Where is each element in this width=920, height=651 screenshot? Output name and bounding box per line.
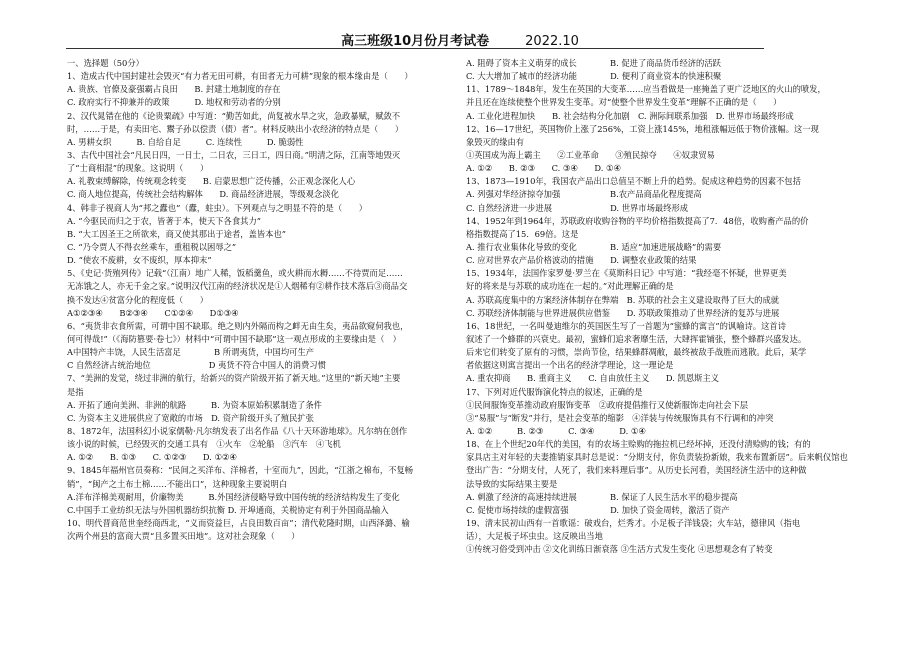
left-column-line: 换不发达④贫富分化的程度低（ ）	[67, 294, 209, 305]
left-column-line: C. 商人地位提高，传统社会结构解体 D. 商品经济进展，等级观念淡化	[67, 189, 339, 200]
right-column-line: ①英国成为海上霸主 ②工业革命 ③殖民掠夺 ④奴隶贸易	[466, 149, 715, 160]
left-column-line: 9、1845年福州官员奏称：“民间之买洋布、洋棉者，十室而九”，因此，“江浙之棉布，不复畅	[67, 465, 414, 476]
left-column-line: 8、1872年，法国科幻小说家儒勒·凡尔纳发表了出名作品《八十天环游地球》。凡尔纳在创作	[67, 425, 408, 436]
right-column-line: 13、1873—1910年，我国农产品出口总值呈不断上升的趋势。促成这种趋势的因素不包括	[466, 176, 801, 187]
left-column-line: 1、造成古代中国封建社会毁灭“有力者无田可耕，有田者无力可耕”现象的根本缘由是（ ）	[67, 71, 413, 82]
left-column-line: 时，……于是，有卖田宅、鬻子孙以偿责（债）者”。材料反映出小农经济的特点是（ ）	[67, 123, 404, 134]
left-column-line: A. 贵族、官僚及豪强霸占良田 B. 封建土地制度的存在	[67, 84, 281, 95]
right-column-line: ①民间服饰变革推动政府服饰变革 ②政府提倡推行又使新服饰走向社会下层	[466, 399, 749, 410]
right-column-line: 登出广告：“分期支付，人死了，我们来料理后事”。从历史长河看，美国经济生活中的这种做	[466, 465, 807, 476]
left-column-line: 无冻饿之人，亦无千金之家。”说明汉代江南的经济状况是①人烟稀有②耕作技术落后③商品交	[67, 281, 408, 292]
exam-date: 2022.10	[525, 34, 579, 49]
left-column-line: C 自然经济占统治地位 D 夷货不符合中国人的消费习惯	[67, 360, 326, 371]
left-column-line: A. “今驱民而归之于农，皆著于本，使天下各食其力”	[67, 215, 261, 226]
right-column-line: C. 自然经济进一步进展 D. 世界市场最终形成	[466, 202, 689, 213]
right-column-line: 格指数提高了15．69倍。这是	[466, 228, 579, 239]
right-column	[466, 57, 870, 556]
right-column-line: 者依据这则寓言提出一个出名的经济学理论，这一理论是	[466, 360, 674, 371]
right-column-line: A. ①② B. ②③ C. ③④ D. ①④	[466, 425, 646, 436]
left-column-line: 4、韩非子视商人为“邦之蠹也”（蠹，蛀虫）。下列观点与之明显不符的是（ ）	[67, 202, 368, 213]
left-column-line: 7、“美洲的发觉，绕过非洲的航行，给新兴的资产阶级开拓了新天地。”这里的“新天地”主要	[67, 373, 401, 384]
right-column-line: 象毁灭的缘由有	[466, 136, 525, 147]
right-column-line: 16、18世纪，一名叫曼迪维尔的英国医生写了一首题为“蜜蜂的寓言”的讽喻诗。这首诗	[466, 320, 786, 331]
right-column-line: A. 列强对华经济掠夺加强 B.农产品商品化程度提高	[466, 189, 702, 200]
left-column-line: 一、选择题（50分）	[67, 58, 144, 68]
right-column-line: A. 重农抑商 B. 重商主义 C. 自由放任主义 D. 凯恩斯主义	[466, 373, 720, 384]
right-column-line: A. 苏联高度集中的方案经济体制存在弊端 B. 苏联的社会主义建设取得了巨大的成就	[466, 294, 780, 305]
right-column-line: 家具店主对年轻的夫妻推销家具时总是说：“分期支付，你负责装扮新娘，我来布置新居”。后来帆仪馆也	[466, 452, 848, 463]
right-column-line: 15、1934年，法国作家罗曼·罗兰在《莫斯科日记》中写道：“我经毫不怀疑，世界更美	[466, 268, 787, 279]
left-column-line: 3、古代中国社会“凡民日四，一日士，二日农，三日工，四日商。”明清之际，江南等地毁灭	[67, 149, 401, 160]
left-column-line: 2、汉代晁错在他的《论贵粟疏》中写道：“勤苦如此，尚复被水旱之灾，急政暴赋，赋敛不	[67, 110, 401, 121]
left-column-line: 是指	[67, 386, 84, 397]
right-column-line: 话），大足板子坏虫虫。这反映出当地	[466, 531, 603, 542]
left-column-line: 销”，“闽产之土布土棉……不能出口”，这种现象主要说明白	[67, 478, 288, 489]
left-column-line: A中国特产丰饶，人民生活富足 B 所谓夷货，中国均可生产	[67, 347, 315, 358]
right-column-line: A. 推行农业集体化导致的变化 B. 适应“加速进展战略”的需要	[466, 241, 722, 252]
left-column-line: D. “使农不废耕，女不废织，厚本抑末”	[67, 255, 212, 266]
exam-title-text: 高三班级10月份月考试卷	[341, 34, 490, 49]
left-column-line: C. “乃令贾人不得衣丝乘车，重租税以困辱之”	[67, 241, 237, 252]
left-column-line: A. 开拓了通向美洲、非洲的航路 B. 为资本原始积累制造了条件	[67, 399, 322, 410]
right-column-line: C. 大大增加了城市的经济功能 D. 便利了商业资本的快速积聚	[466, 71, 722, 82]
right-column-line: 19、清末民初山西有一首歌谣：破戏台，烂秀才。小足板子洋钱袋；火车站，德律风（指电	[466, 517, 801, 528]
left-column-line: C. 为资本主义进展供应了宽敞的市场 D. 资产阶级开头了殖民扩张	[67, 412, 314, 423]
left-column-line: A①②③④ B②③④ C①②④ D①③④	[67, 307, 239, 318]
left-column-line: 10、明代晋商范世奎经商西北，“义而资益巨，占良田数百亩”；清代乾隆时期，山西泽潞、榆	[67, 517, 410, 528]
right-column-line: C. 应对世界农产品价格波动的措施 D. 调整农业政策的结果	[466, 255, 697, 266]
left-column-line: 了“士商相混”的现象。这说明（ ）	[67, 163, 209, 174]
right-column-line: A. 刺激了经济的高速持续进展 B. 保证了人民生活水平的稳步提高	[466, 491, 738, 502]
left-column-line: 6、“夷货非衣食所需，可谓中国不缺耶。绝之则内外隔而构之衅无由生矣，夷品欲窥伺我也，	[67, 320, 409, 331]
left-column-line: 5、《史记·货殖列传》记载“（江南）地广人稀，饭稻羹鱼，或火耕而水耨……不待贾而足……	[67, 268, 403, 279]
left-column	[67, 57, 465, 543]
left-column-line: C. 政府实行不抑兼并的政策 D. 地权和劳动者的分别	[67, 97, 281, 108]
right-column-line: A. ①② B. ②③ C. ③④ D. ①④	[466, 163, 621, 174]
right-column-line: A. 阻碍了资本主义萌芽的成长 B. 促进了商品货币经济的活跃	[466, 58, 721, 68]
right-column-line: C. 促使市场持续的虚假富强 D. 加快了资金周转，激活了资产	[466, 504, 730, 515]
right-column-line: ①传统习俗受到冲击 ②文化训练日渐衰落 ③生活方式发生变化 ④思想观念有了转变	[466, 544, 773, 555]
right-column-line: 并且还在连续使整个世界发生变革。对“使整个世界发生变革”理解不正确的是（ ）	[466, 97, 782, 108]
title-underline	[66, 48, 764, 49]
left-column-line: 该小说的时候，已经毁灭的交通工具有 ①火车 ②轮船 ③汽车 ④飞机	[67, 439, 341, 450]
right-column-line: 法导致的实际结果主要是	[466, 478, 558, 489]
right-column-line: 后来它们转变了原有的习惯，崇尚节俭，结果蜂群凋敝，最终被敌手战胜而逃散。此后，某学	[466, 347, 807, 358]
right-column-line: 叙述了一个蜂群的兴衰史。最初，蜜蜂们追求奢靡生活，大肆挥霍铺张，整个蜂群兴盛发达。	[466, 333, 807, 344]
left-column-line: A. 男耕女织 B. 自给自足 C. 连续性 D. 脆弱性	[67, 136, 304, 147]
left-column-line: B. “大工因圣王之所欲来，商又使其那出于途者，盖皆本也”	[67, 228, 286, 239]
right-column-line: 好的将来是与苏联的成功连在一起的。”对此理解正确的是	[466, 281, 674, 292]
right-column-line: ③“易服”与“断发”并行，是社会变革的缩影 ④洋装与传统服饰具有不行调和的冲突	[466, 412, 774, 423]
left-column-line: A.洋布洋棉美观耐用，价廉物美 B.外国经济侵略导致中国传统的经济结构发生了变化	[67, 491, 400, 502]
right-column-line: 11、1789～1848年，发生在英国的大变革……应当看做是一座掩盖了更广泛地区的火山的喷发，	[466, 84, 826, 95]
exam-title	[0, 30, 920, 49]
left-column-line: C.中国手工业纺织无法与外国机器纺织抗衡 D. 开埠通商，关税协定有利于外国商品输入	[67, 504, 389, 515]
left-column-line: 何可得哉!”（《海防篡要·卷七》）材料中“可谓中国不缺耶”这一观点形成的主要缘由是（ ）	[67, 333, 401, 344]
left-column-line: 次两个州县的富商大贾“且多置买田地”。这对社会现象（ ）	[67, 531, 300, 542]
right-column-line: 18、在上个世纪20年代的美国，有的农场主赊购的拖拉机已经坏掉，还没付清赊购的钱；有的	[466, 439, 811, 450]
right-column-line: C. 苏联经济体制能与世界进展供应借鉴 D. 苏联政策推动了世界经济的复苏与进展	[466, 307, 780, 318]
left-column-line: A. ①② B. ①③ C. ①②③ D. ①②④	[67, 452, 237, 463]
right-column-line: A. 工业化进程加快 B. 社会结构分化加剧 C. 洲际间联系加强 D. 世界市场最终形成	[466, 110, 794, 121]
right-column-line: 14、1952年到1964年，苏联政府收购谷物的平均价格指数提高了7．48倍，收购畜产品的价	[466, 215, 809, 226]
right-column-line: 17、下列对近代服饰演化特点的叙述，正确的是	[466, 386, 643, 397]
left-column-line: A. 礼教束缚解除，传统观念转变 B. 启蒙思想广泛传播，公正观念深化人心	[67, 176, 356, 187]
right-column-line: 12、16—17世纪，英国物价上涨了256%，工资上涨145%，地租涨幅远低于物价涨幅。这一现	[466, 123, 819, 134]
